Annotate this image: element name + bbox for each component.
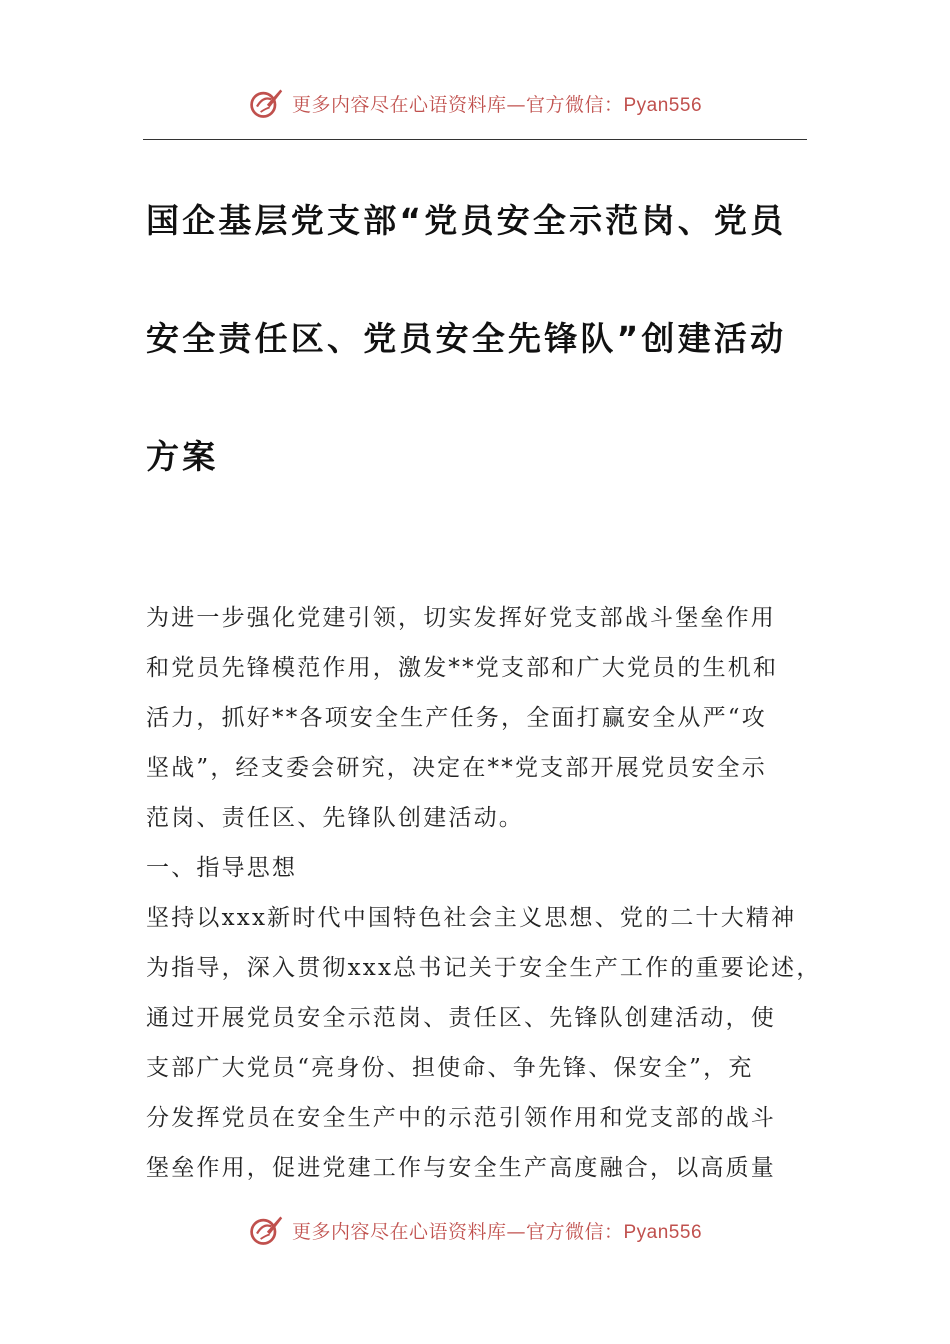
body-line: 为指导，深入贯彻xxx总书记关于安全生产工作的重要论述，: [146, 955, 822, 981]
footer-wechat-id: Pyan556: [623, 1221, 703, 1243]
body-line: 范岗、责任区、先锋队创建活动。: [146, 805, 524, 831]
document-title: [146, 162, 811, 516]
body-line: 和党员先锋模范作用，激发**党支部和广大党员的生机和: [146, 655, 779, 681]
body-line: 分发挥党员在安全生产中的示范引领作用和党支部的战斗: [146, 1105, 776, 1131]
header-banner: [0, 78, 950, 128]
header-divider: [143, 139, 807, 140]
pen-logo-icon: [248, 85, 284, 121]
header-banner-text: 更多内容尽在心语资料库—官方微信：Pyan556: [291, 93, 703, 116]
header-wechat-id: Pyan556: [623, 94, 703, 116]
body-line: 坚持以xxx新时代中国特色社会主义思想、党的二十大精神: [146, 905, 797, 931]
title-line-1: 国企基层党支部“党员安全示范岗、党员: [146, 201, 787, 240]
title-line-3: 方案: [146, 437, 219, 476]
body-line: 活力，抓好**各项安全生产任务，全面打赢安全从严“攻: [146, 705, 767, 731]
pen-logo-icon: [248, 1212, 284, 1248]
body-line: 堡垒作用，促进党建工作与安全生产高度融合，以高质量: [146, 1155, 776, 1181]
body-line: 通过开展党员安全示范岗、责任区、先锋队创建活动，使: [146, 1005, 776, 1031]
section-heading-guiding-ideology: 一、指导思想: [146, 855, 298, 881]
body-line: 支部广大党员“亮身份、担使命、争先锋、保安全”，充: [146, 1055, 754, 1081]
document-body: [146, 593, 826, 1193]
footer-banner: [0, 1205, 950, 1255]
body-line: 坚战”，经支委会研究，决定在**党支部开展党员安全示: [146, 755, 767, 781]
title-line-2: 安全责任区、党员安全先锋队”创建活动: [146, 319, 787, 358]
footer-banner-text: 更多内容尽在心语资料库—官方微信：Pyan556: [291, 1220, 703, 1243]
body-line: 为进一步强化党建引领，切实发挥好党支部战斗堡垒作用: [146, 605, 776, 631]
